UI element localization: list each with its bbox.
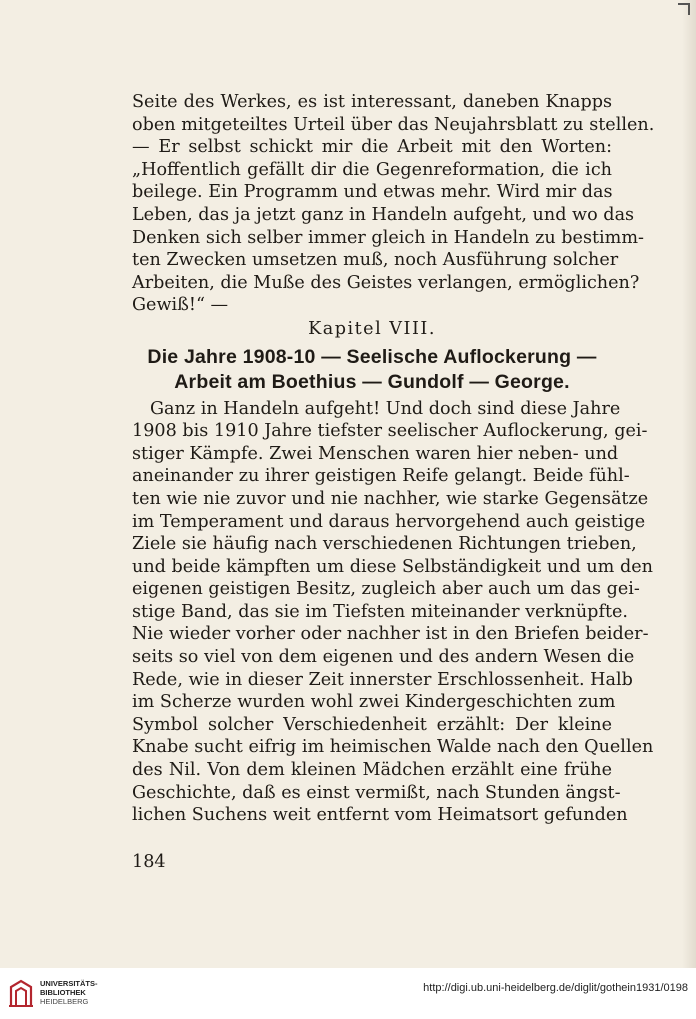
- library-name-line-2: BIBLIOTHEK: [40, 988, 86, 997]
- library-name-line-3: HEIDELBERG: [40, 997, 89, 1006]
- text-line: und beide kämpften um diese Selbständigkeit und um den: [132, 556, 653, 577]
- text-line: — Er selbst schickt mir die Arbeit mit den Worten:: [132, 137, 612, 158]
- text-line: aneinander zu ihrer geistigen Reife gelangt. Beide fühl-: [132, 466, 630, 487]
- text-line: im Scherze wurden wohl zwei Kindergeschichten zum: [132, 692, 616, 713]
- scan-corner-mark: [678, 3, 690, 15]
- text-line: Seite des Werkes, es ist interessant, daneben Knapps: [132, 92, 612, 112]
- ub-heidelberg-logo-icon[interactable]: [8, 978, 34, 1008]
- text-line: ten wie nie zuvor und nie nachher, wie starke Gegensätze: [132, 488, 649, 509]
- text-line: Leben, das ja jetzt ganz in Handeln aufgeht, und wo das: [132, 204, 635, 225]
- viewer-footer: [0, 968, 696, 1019]
- text-line: lichen Suchens weit entfernt vom Heimatsort gefunden: [132, 805, 628, 826]
- text-line: Rede, wie in dieser Zeit innerster Erschlossenheit. Halb: [132, 669, 633, 690]
- text-line: Gewiß!“ —: [132, 295, 229, 316]
- text-line: des Nil. Von dem kleinen Mädchen erzählt eine frühe: [132, 760, 612, 781]
- text-line: „Hoffentlich gefällt dir die Gegenreformation, die ich: [132, 159, 612, 180]
- library-name[interactable]: [40, 979, 98, 1006]
- page-number: 184: [132, 852, 166, 872]
- chapter-heading-line-2: Arbeit am Boethius — Gundolf — George.: [174, 370, 570, 393]
- chapter-label: Kapitel VIII.: [308, 318, 436, 339]
- text-line: seits so viel von dem eigenen und des andern Wesen die: [132, 647, 635, 668]
- library-name-line-1: UNIVERSITÄTS-: [40, 979, 98, 988]
- text-line: eigenen geistigen Besitz, zugleich aber auch um das gei-: [132, 579, 640, 600]
- text-line: beilege. Ein Programm und etwas mehr. Wird mir das: [132, 182, 613, 203]
- text-line: Denken sich selber immer gleich in Handeln zu bestimm-: [132, 227, 644, 248]
- text-line: Knabe sucht eifrig im heimischen Walde nach den Quellen: [132, 737, 654, 758]
- text-line: Ganz in Handeln aufgeht! Und doch sind diese Jahre: [150, 398, 621, 419]
- text-line: Arbeiten, die Muße des Geistes verlangen, ermöglichen?: [132, 272, 640, 293]
- text-line: im Temperament und daraus hervorgehend auch geistige: [132, 511, 646, 532]
- text-line: Geschichte, daß es einst vermißt, nach Stunden ängst-: [132, 782, 621, 803]
- text-line: stiger Kämpfe. Zwei Menschen waren hier neben- und: [132, 443, 619, 464]
- text-line: Ziele sie häufig nach verschiedenen Richtungen trieben,: [132, 534, 637, 555]
- text-block: [132, 91, 655, 827]
- text-line: stige Band, das sie im Tiefsten miteinander verknüpfte.: [132, 601, 629, 622]
- source-url-link[interactable]: http://digi.ub.uni-heidelberg.de/diglit/gothein1931/0198: [423, 982, 688, 994]
- text-line: 1908 bis 1910 Jahre tiefster seelischer Auflockerung, gei-: [132, 421, 648, 442]
- text-line: oben mitgeteiltes Urteil über das Neujahrsblatt zu stellen.: [132, 114, 655, 135]
- text-line: Nie wieder vorher oder nachher ist in den Briefen beider-: [132, 624, 649, 645]
- text-line: ten Zwecken umsetzen muß, noch Ausführung solcher: [132, 250, 619, 271]
- text-line: Symbol solcher Verschiedenheit erzählt: Der kleine: [132, 714, 612, 735]
- chapter-heading-line-1: Die Jahre 1908-10 — Seelische Auflockerung —: [147, 345, 597, 368]
